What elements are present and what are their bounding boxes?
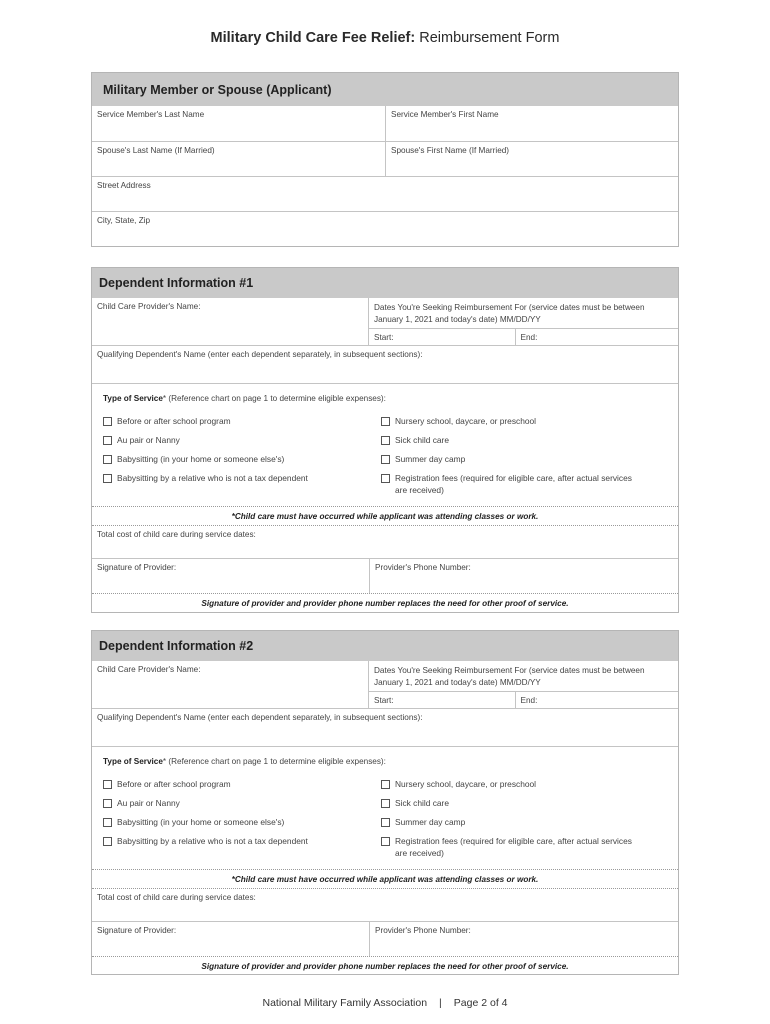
provider-phone-field[interactable] — [369, 559, 678, 593]
provider-name-label: Child Care Provider's Name: — [97, 302, 201, 311]
phone-label: Provider's Phone Number: — [375, 926, 471, 935]
dependent-section-1 — [91, 267, 679, 613]
type-rest: * (Reference chart on page 1 to determine eligible expenses): — [162, 394, 386, 403]
type-of-service — [92, 746, 678, 869]
dependent-2-heading: Dependent Information #2 — [92, 631, 678, 661]
option-label: Registration fees (required for eligible care, after actual services are received) — [395, 473, 632, 495]
city-label: City, State, Zip — [97, 216, 151, 225]
option-nursery-school[interactable] — [381, 778, 646, 790]
option-label: Nursery school, daycare, or preschool — [395, 416, 537, 426]
signature-label: Signature of Provider: — [97, 563, 177, 572]
footer-page-number: Page 2 of 4 — [453, 997, 508, 1009]
spouse-first-name-field[interactable] — [385, 142, 678, 176]
checkbox[interactable] — [381, 799, 390, 808]
option-before-after-school[interactable] — [103, 778, 381, 790]
start-label: Start: — [374, 333, 394, 342]
last-name-label: Service Member's Last Name — [97, 110, 205, 119]
end-label: End: — [520, 333, 538, 342]
provider-name-field[interactable] — [92, 298, 368, 345]
option-label: Summer day camp — [395, 454, 466, 464]
phone-label: Provider's Phone Number: — [375, 563, 471, 572]
dates-instructions: Dates You're Seeking Reimbursement For (service dates must be between January 1, 2021 and today's date) MM/DD/YY — [374, 666, 645, 687]
street-label: Street Address — [97, 181, 151, 190]
dependent-1-heading: Dependent Information #1 — [92, 268, 678, 298]
service-member-last-name-field[interactable] — [92, 106, 385, 141]
option-sick-child-care[interactable] — [381, 797, 646, 809]
option-au-pair[interactable] — [103, 797, 381, 809]
checkbox[interactable] — [103, 417, 112, 426]
option-label: Before or after school program — [117, 416, 231, 426]
signature-label: Signature of Provider: — [97, 926, 177, 935]
checkbox[interactable] — [381, 780, 390, 789]
child-care-note: *Child care must have occurred while applicant was attending classes or work. — [92, 506, 678, 525]
option-label: Babysitting by a relative who is not a tax dependent — [117, 836, 308, 846]
qualifying-label: Qualifying Dependent's Name (enter each dependent separately, in subsequent sections): — [97, 713, 423, 722]
service-dates-block — [368, 298, 678, 345]
checkbox[interactable] — [103, 780, 112, 789]
type-bold: Type of Service — [103, 757, 163, 766]
option-label: Babysitting by a relative who is not a tax dependent — [117, 473, 308, 483]
option-label: Registration fees (required for eligible care, after actual services are received) — [395, 836, 632, 858]
option-au-pair[interactable] — [103, 434, 381, 446]
service-dates-block — [368, 661, 678, 708]
checkbox[interactable] — [103, 799, 112, 808]
applicant-heading: Military Member or Spouse (Applicant) — [92, 73, 678, 106]
total-cost-label: Total cost of child care during service dates: — [97, 530, 256, 539]
checkbox[interactable] — [381, 818, 390, 827]
provider-signature-field[interactable] — [92, 922, 369, 956]
option-summer-day-camp[interactable] — [381, 453, 646, 465]
option-babysitting-relative[interactable] — [103, 835, 381, 847]
option-label: Au pair or Nanny — [117, 798, 180, 808]
dependent-section-2 — [91, 630, 679, 975]
page-footer — [0, 997, 770, 1009]
checkbox[interactable] — [381, 417, 390, 426]
provider-signature-field[interactable] — [92, 559, 369, 593]
end-date-field[interactable] — [515, 692, 678, 708]
qualifying-dependent-field[interactable] — [92, 709, 678, 746]
type-bold: Type of Service — [103, 394, 163, 403]
service-member-first-name-field[interactable] — [385, 106, 678, 141]
title-bold: Military Child Care Fee Relief: — [210, 30, 416, 46]
option-registration-fees[interactable] — [381, 472, 646, 496]
start-date-field[interactable] — [369, 329, 515, 345]
checkbox[interactable] — [103, 455, 112, 464]
footer-org: National Military Family Association — [262, 997, 428, 1009]
footer-separator: | — [439, 997, 442, 1009]
option-sick-child-care[interactable] — [381, 434, 646, 446]
option-babysitting[interactable] — [103, 453, 381, 465]
end-date-field[interactable] — [515, 329, 678, 345]
option-label: Before or after school program — [117, 779, 231, 789]
spouse-last-name-field[interactable] — [92, 142, 385, 176]
child-care-note: *Child care must have occurred while applicant was attending classes or work. — [92, 869, 678, 888]
option-label: Au pair or Nanny — [117, 435, 180, 445]
option-label: Nursery school, daycare, or preschool — [395, 779, 537, 789]
provider-name-field[interactable] — [92, 661, 368, 708]
option-registration-fees[interactable] — [381, 835, 646, 859]
option-label: Babysitting (in your home or someone else's) — [117, 454, 285, 464]
option-label: Sick child care — [395, 798, 449, 808]
applicant-section — [91, 72, 679, 247]
start-date-field[interactable] — [369, 692, 515, 708]
type-of-service-heading — [103, 394, 667, 403]
dates-instructions: Dates You're Seeking Reimbursement For (service dates must be between January 1, 2021 and today's date) MM/DD/YY — [374, 303, 645, 324]
total-cost-label: Total cost of child care during service dates: — [97, 893, 256, 902]
type-of-service — [92, 383, 678, 506]
checkbox[interactable] — [103, 436, 112, 445]
qualifying-dependent-field[interactable] — [92, 346, 678, 383]
checkbox[interactable] — [381, 436, 390, 445]
end-label: End: — [520, 696, 538, 705]
checkbox[interactable] — [103, 818, 112, 827]
type-rest: * (Reference chart on page 1 to determine eligible expenses): — [162, 757, 386, 766]
option-summer-day-camp[interactable] — [381, 816, 646, 828]
checkbox[interactable] — [381, 474, 390, 483]
checkbox[interactable] — [381, 837, 390, 846]
total-cost-field[interactable] — [92, 889, 678, 921]
title-rest: Reimbursement Form — [415, 30, 560, 46]
option-label: Summer day camp — [395, 817, 466, 827]
provider-name-label: Child Care Provider's Name: — [97, 665, 201, 674]
page-title — [0, 30, 770, 46]
qualifying-label: Qualifying Dependent's Name (enter each dependent separately, in subsequent sections): — [97, 350, 423, 359]
signature-note: Signature of provider and provider phone number replaces the need for other proof of service. — [92, 956, 678, 975]
city-state-zip-field[interactable] — [92, 212, 678, 246]
option-nursery-school[interactable] — [381, 415, 646, 427]
option-label: Sick child care — [395, 435, 449, 445]
first-name-label: Service Member's First Name — [391, 110, 499, 119]
checkbox[interactable] — [103, 474, 112, 483]
option-label: Babysitting (in your home or someone else's) — [117, 817, 285, 827]
option-babysitting[interactable] — [103, 816, 381, 828]
checkbox[interactable] — [381, 455, 390, 464]
spouse-last-label: Spouse's Last Name (If Married) — [97, 146, 215, 155]
checkbox[interactable] — [103, 837, 112, 846]
start-label: Start: — [374, 696, 394, 705]
spouse-first-label: Spouse's First Name (If Married) — [391, 146, 510, 155]
option-babysitting-relative[interactable] — [103, 472, 381, 484]
street-address-field[interactable] — [92, 177, 678, 211]
signature-note: Signature of provider and provider phone number replaces the need for other proof of service. — [92, 593, 678, 612]
option-before-after-school[interactable] — [103, 415, 381, 427]
total-cost-field[interactable] — [92, 526, 678, 558]
type-of-service-heading — [103, 757, 667, 766]
provider-phone-field[interactable] — [369, 922, 678, 956]
